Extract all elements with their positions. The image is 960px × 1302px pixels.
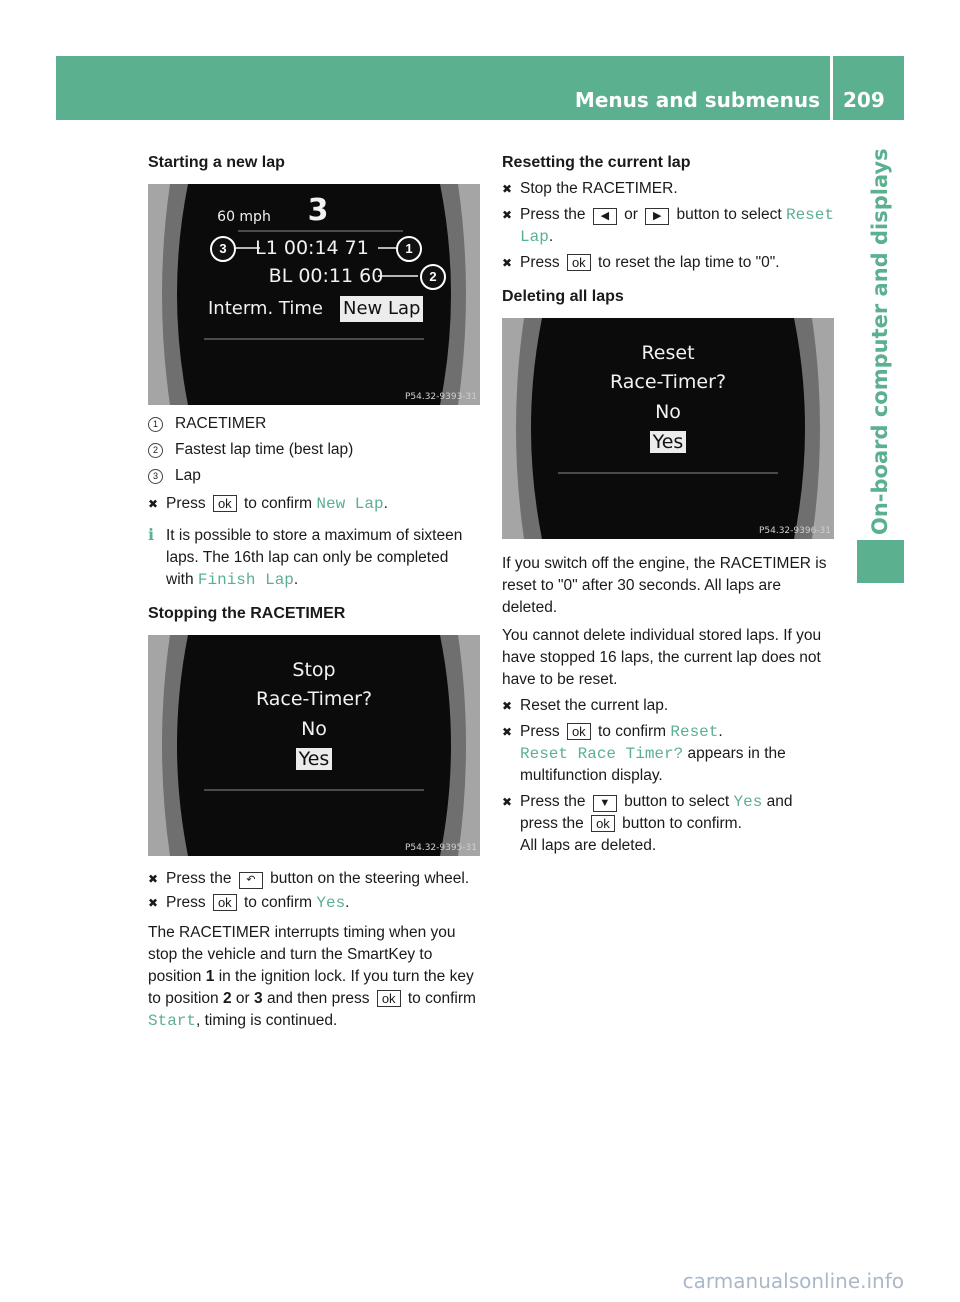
back-button-icon: ↶ (239, 872, 263, 889)
heading-deleting-all-laps: Deleting all laps (502, 288, 624, 305)
step-arrow-icon: ✖ (502, 182, 513, 196)
step-text: button to confirm. (622, 815, 742, 832)
right-arrow-button-icon: ▶ (645, 208, 669, 225)
display-line-1: Reset (641, 342, 695, 364)
yes-option: Yes (296, 748, 333, 770)
step-text: Press (166, 495, 206, 512)
para-text: , timing is continued. (196, 1012, 338, 1029)
callout-2: 2 (420, 264, 446, 290)
para-text: or (235, 990, 250, 1007)
display-message: Finish Lap (197, 571, 294, 589)
legend-item (148, 413, 480, 435)
info-note (148, 525, 480, 591)
position-number: 1 (205, 968, 215, 985)
header-divider (830, 56, 833, 120)
callout-1: 1 (396, 236, 422, 262)
info-text: . (293, 571, 299, 588)
display-message: Yes (733, 793, 763, 811)
engine-off-paragraph: If you switch off the engine, the RACETIMER is reset to "0" after 30 seconds. All laps are deleted. (502, 555, 827, 616)
para-text: The RACETIMER interrupts timing when you stop the vehicle and turn the SmartKey to position (148, 924, 456, 985)
step-text: button to select (676, 206, 782, 223)
legend-number: 3 (148, 469, 163, 484)
step-text: Press (520, 723, 560, 740)
step-arrow-icon: ✖ (502, 256, 513, 270)
step-arrow-icon: ✖ (148, 497, 159, 511)
info-icon: ℹ (148, 527, 155, 544)
legend-item (148, 439, 480, 461)
best-lap-time: BL 00:11 60 (268, 265, 384, 287)
position-number: 3 (254, 990, 263, 1007)
display-message: Start (148, 1012, 197, 1030)
step-text: to confirm (243, 495, 313, 512)
step-text: Press the (520, 793, 586, 810)
new-lap-option: New Lap (340, 296, 423, 322)
section-tab-label: On-board computer and displays (868, 148, 892, 535)
legend-item (148, 465, 480, 487)
step-text: to confirm (597, 723, 667, 740)
display-line-2: Race-Timer? (255, 688, 373, 710)
step-stop-racetimer (502, 178, 834, 200)
para-text: to confirm (407, 990, 476, 1007)
display-message: New Lap (316, 495, 384, 513)
step-arrow-icon: ✖ (148, 872, 159, 886)
step-text: to reset the lap time to "0". (597, 254, 780, 271)
section-tab (857, 120, 904, 540)
section-marker (857, 540, 904, 583)
footer-watermark: carmanualsonline.info (682, 1269, 904, 1293)
step-text: Reset the current lap. (520, 697, 669, 714)
ok-key-icon: ok (377, 990, 401, 1007)
page-number: 209 (843, 88, 885, 112)
info-text: It is possible to store a maximum of sixteen laps. The 16th lap can only be completed with (166, 527, 463, 588)
step-confirm-new-lap (148, 493, 480, 515)
lap-count: 3 (307, 193, 329, 228)
step-select-yes (502, 791, 834, 857)
step-confirm-yes (148, 892, 480, 914)
step-reset-lap-time (502, 252, 834, 274)
ok-key-icon: ok (567, 723, 591, 740)
step-text: Stop the RACETIMER. (520, 180, 678, 197)
ok-key-icon: ok (591, 815, 615, 832)
lap-time: L1 00:14 71 (255, 237, 369, 259)
ok-key-icon: ok (213, 894, 237, 911)
step-text: or (624, 206, 638, 223)
display-message: Reset (670, 723, 719, 741)
left-column (148, 152, 480, 1032)
display-message: Reset Lap (520, 206, 834, 246)
legend-list (148, 413, 480, 487)
step-text: and press the (520, 793, 793, 832)
display-line-3: No (655, 401, 681, 423)
display-image-stop-timer (148, 635, 480, 856)
display-image-new-lap (148, 184, 480, 405)
yes-option: Yes (650, 431, 687, 453)
step-text: appears in the multifunction display. (520, 745, 786, 784)
heading-stopping-racetimer: Stopping the RACETIMER (148, 605, 346, 622)
step-text: to confirm (243, 894, 313, 911)
ok-key-icon: ok (213, 495, 237, 512)
display-line-4 (502, 429, 834, 455)
right-column (502, 152, 834, 857)
heading-starting-new-lap: Starting a new lap (148, 154, 285, 171)
step-text: button to select (624, 793, 730, 810)
step-text: Press (166, 894, 206, 911)
image-code: P54.32-9395-31 (404, 843, 477, 853)
para-text: and then press (266, 990, 370, 1007)
display-image-reset-timer (502, 318, 834, 539)
step-text: Press (520, 254, 560, 271)
step-text: Press the (520, 206, 586, 223)
step-reset-current-lap (502, 695, 834, 717)
step-text: . (345, 894, 350, 911)
step-result: All laps are deleted. (520, 837, 657, 854)
image-code: P54.32-9393-31 (404, 392, 477, 402)
step-text: button on the steering wheel. (270, 870, 470, 887)
step-text: . (548, 228, 554, 245)
step-press-back (148, 868, 480, 890)
header-title: Menus and submenus (574, 88, 820, 112)
ok-key-icon: ok (567, 254, 591, 271)
step-select-reset-lap (502, 204, 834, 248)
left-arrow-button-icon: ◀ (593, 208, 617, 225)
display-message: Yes (316, 894, 346, 912)
display-line-1: Stop (292, 659, 336, 681)
racetimer-paragraph (148, 922, 480, 1032)
page-header (56, 56, 904, 120)
legend-number: 2 (148, 443, 163, 458)
step-arrow-icon: ✖ (502, 699, 513, 713)
para-text: in the ignition lock. If you turn the key to position (148, 968, 474, 1007)
step-confirm-reset (502, 721, 834, 787)
position-number: 2 (222, 990, 232, 1007)
legend-number: 1 (148, 417, 163, 432)
image-code: P54.32-9396-31 (758, 526, 831, 536)
callout-3: 3 (210, 236, 236, 262)
interm-time-label: Interm. Time (208, 298, 323, 319)
step-text: . (718, 723, 723, 740)
display-line-3: No (301, 718, 327, 740)
step-text: . (383, 495, 388, 512)
legend-text: RACETIMER (175, 415, 267, 432)
down-arrow-button-icon: ▼ (593, 795, 617, 812)
step-arrow-icon: ✖ (502, 725, 513, 739)
step-arrow-icon: ✖ (502, 795, 513, 809)
display-line-2: Race-Timer? (609, 371, 727, 393)
display-message: Reset Race Timer? (520, 745, 684, 763)
legend-text: Lap (175, 467, 201, 484)
heading-resetting-current-lap: Resetting the current lap (502, 154, 691, 171)
step-text: Press the (166, 870, 232, 887)
display-line-4 (148, 746, 480, 772)
speed-readout: 60 mph (217, 209, 271, 225)
step-arrow-icon: ✖ (148, 896, 159, 910)
legend-text: Fastest lap time (best lap) (175, 441, 354, 458)
step-arrow-icon: ✖ (502, 208, 513, 222)
individual-laps-paragraph: You cannot delete individual stored laps. If you have stopped 16 laps, the current lap does not have to be reset. (502, 627, 822, 688)
